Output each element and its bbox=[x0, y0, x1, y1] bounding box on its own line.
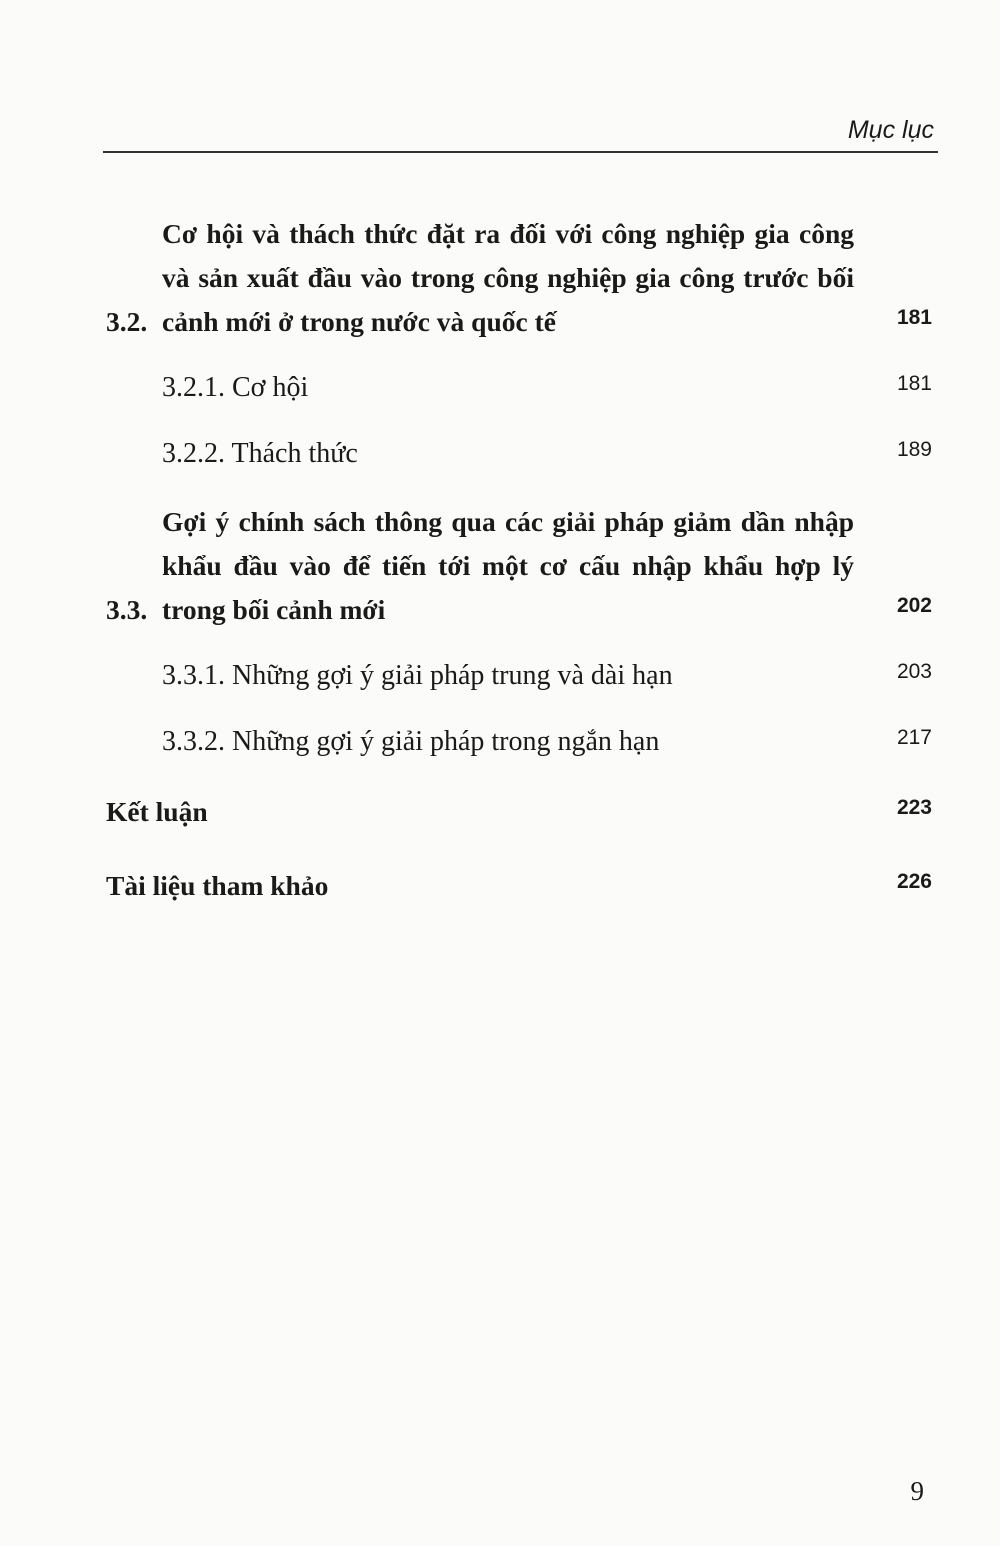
page-number: 9 bbox=[910, 1476, 924, 1506]
toc-entry-3-2 bbox=[106, 212, 932, 344]
toc-entry-title: Kết luận bbox=[106, 796, 208, 827]
toc-entry-page: 203 bbox=[896, 660, 932, 683]
toc-entry-title: 3.2.2. Thách thức bbox=[162, 438, 358, 469]
toc-entry-3-3-2 bbox=[106, 716, 932, 764]
toc-entry-page: 189 bbox=[896, 438, 932, 461]
toc-entry-number: 3.3. bbox=[106, 594, 148, 625]
toc-entry-page: 181 bbox=[896, 306, 932, 329]
toc-entry-3-2-1 bbox=[106, 362, 932, 410]
table-of-contents bbox=[106, 212, 932, 908]
running-header-title: Mục lục bbox=[847, 116, 934, 144]
toc-entry-title: 3.2.1. Cơ hội bbox=[162, 372, 309, 403]
toc-entry-page: 223 bbox=[896, 796, 932, 819]
toc-entry-page: 226 bbox=[896, 870, 932, 893]
toc-entry-3-3-1 bbox=[106, 650, 932, 698]
toc-entry-page: 181 bbox=[896, 372, 932, 395]
header-rule bbox=[103, 151, 938, 153]
toc-entry-title: Cơ hội và thách thức đặt ra đối với công nghiệp gia công và sản xuất đầu vào trong công nghiệp gia công trước bối cảnh mới ở trong nước và quốc tế bbox=[162, 218, 854, 337]
toc-entry-references bbox=[106, 860, 932, 908]
toc-entry-number: 3.2. bbox=[106, 306, 148, 337]
toc-entry-title: Tài liệu tham khảo bbox=[106, 870, 329, 901]
toc-entry-conclusion bbox=[106, 786, 932, 834]
toc-entry-title: 3.3.2. Những gợi ý giải pháp trong ngắn hạn bbox=[162, 726, 660, 757]
toc-entry-page: 217 bbox=[896, 726, 932, 749]
toc-entry-title: 3.3.1. Những gợi ý giải pháp trung và dài hạn bbox=[162, 660, 673, 691]
toc-entry-3-3 bbox=[106, 500, 932, 632]
toc-entry-3-2-2 bbox=[106, 428, 932, 476]
toc-entry-page: 202 bbox=[896, 594, 932, 617]
toc-entry-title: Gợi ý chính sách thông qua các giải pháp giảm dần nhập khẩu đầu vào để tiến tới một cơ cấu nhập khẩu hợp lý trong bối cảnh mới bbox=[162, 506, 854, 625]
